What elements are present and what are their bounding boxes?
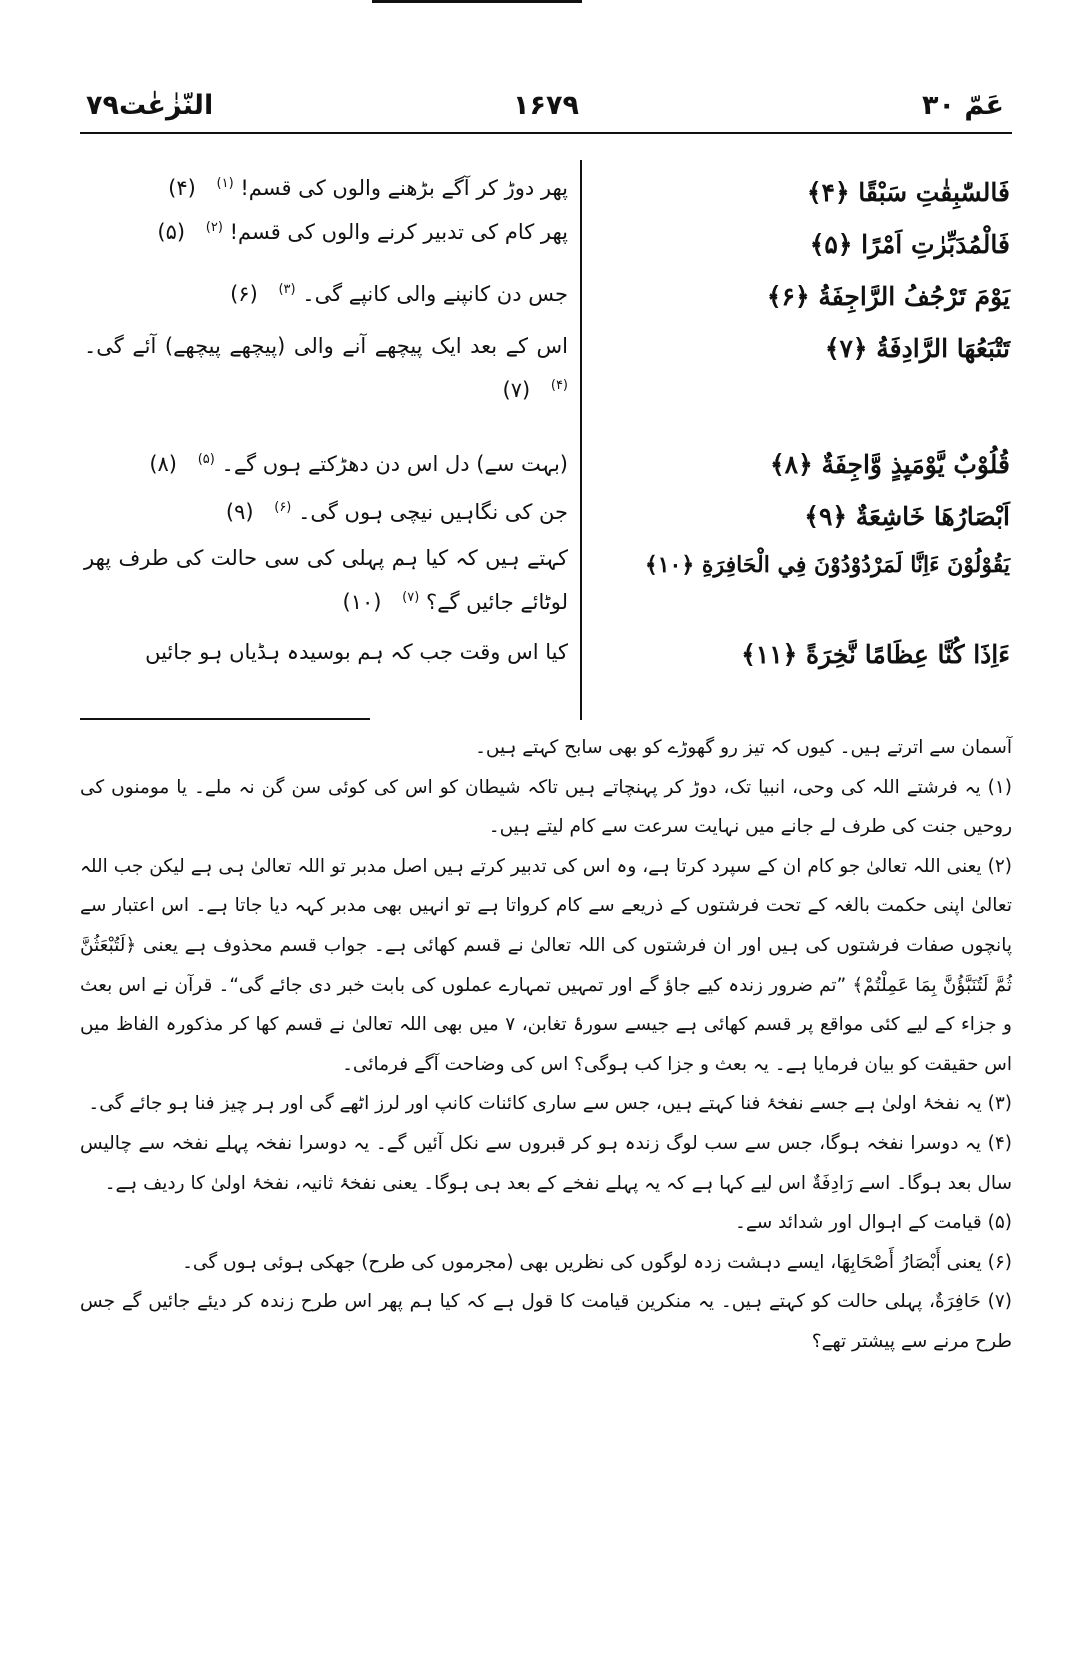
page-number: ۱۶۷۹ bbox=[513, 90, 579, 121]
footnote-ref: (۶) bbox=[274, 500, 292, 515]
translation-text: (بہت سے) دل اس دن دھڑکتے ہوں گے۔ bbox=[221, 452, 568, 476]
footnotes bbox=[80, 728, 1012, 1608]
urdu-column bbox=[80, 160, 568, 720]
arabic-verse: فَالْمُدَبِّرٰتِ اَمْرًا ﴿۵﴾ bbox=[809, 230, 1010, 259]
footnote-rule bbox=[80, 718, 370, 720]
translation-text: کہتے ہیں کہ کیا ہم پہلی کی سی حالت کی طرف پھر لوٹائے جائیں گے؟ bbox=[84, 546, 568, 614]
header-rule bbox=[80, 132, 1012, 134]
translation-text: کیا اس وقت جب کہ ہم بوسیدہ ہڈیاں ہو جائیں bbox=[145, 640, 568, 664]
arabic-verse: اَبْصَارُهَا خَاشِعَةٌ ﴿۹﴾ bbox=[804, 502, 1010, 531]
verse-number: (۹) bbox=[225, 500, 254, 524]
arabic-verse: يَقُوْلُوْنَ ءَاِنَّا لَمَرْدُوْدُوْنَ فِي الْحَافِرَةِ ﴿۱۰﴾ bbox=[644, 552, 1010, 578]
footnote-ref: (۳) bbox=[278, 282, 296, 297]
surah-label: النّزٰعٰت۷۹ bbox=[86, 90, 214, 121]
footnote: (۳) یہ نفخۂ اولیٰ ہے جسے نفخۂ فنا کہتے ہیں، جس سے ساری کائنات کانپ اور لرز اٹھے گی اور ہر چیز فنا ہو جائے گی۔ bbox=[88, 1093, 1012, 1115]
translation-text: پھر دوڑ کر آگے بڑھنے والوں کی قسم! bbox=[240, 176, 568, 200]
top-edge-rule bbox=[372, 0, 582, 3]
translation-text: اس کے بعد ایک پیچھے آنے والی (پیچھے پیچھے) آئے گی۔ bbox=[84, 334, 568, 358]
footnote: (۲) یعنی اللہ تعالیٰ جو کام ان کے سپرد کرتا ہے، وہ اس کی تدبیر کرتے ہیں اصل مدبر تو اللہ تعالیٰ ہی ہے لیکن جب اللہ تعالیٰ اپنی حکمت بالغہ کے تحت فرشتوں کے ذریعے سے کام کرواتا ہے تو انہیں بھی مدبر کہہ دیا جاتا ہے۔ اس اعتبار سے پانچوں صفات فرشتوں کی ہیں اور ان فرشتوں کی اللہ تعالیٰ نے قسم کھائی ہے۔ جواب قسم محذوف ہے یعنی ﴿لَتُبْعَثُنَّ ثُمَّ لَتُنَبَّؤُنَّ بِمَا عَمِلْتُمْ﴾ ”تم ضرور زندہ کیے جاؤ گے اور تمہیں تمہارے عملوں کی بابت خبر دی جائے گی“۔ قرآن نے اس بعث و جزاء کے لیے کئی مواقع پر قسم کھائی ہے جیسے سورۂ تغابن، ۷ میں بھی اللہ تعالیٰ نے قسم کھا کر مذکورہ الفاظ میں اس حقیقت کو بیان فرمایا ہے۔ یہ بعث و جزا کب ہوگی؟ اس کی وضاحت آگے فرمائی۔ bbox=[80, 855, 1012, 1075]
page-header bbox=[80, 82, 1012, 130]
verse-number: (۱۰) bbox=[342, 590, 382, 614]
arabic-verse: يَوْمَ تَرْجُفُ الرَّاجِفَةُ ﴿۶﴾ bbox=[766, 282, 1010, 311]
footnote: (۷) حَافِرَةٌ، پہلی حالت کو کہتے ہیں۔ یہ منکرین قیامت کا قول ہے کہ کیا ہم پھر اس طرح زندہ کر دیئے جائیں گے جس طرح مرنے سے پیشتر تھے؟ bbox=[80, 1291, 1012, 1352]
translation-line bbox=[84, 270, 568, 314]
arabic-verse: تَتْبَعُهَا الرَّادِفَةُ ﴿۷﴾ bbox=[824, 334, 1010, 363]
verse-number: (۶) bbox=[230, 282, 258, 306]
translation-line bbox=[84, 440, 568, 484]
translation-line bbox=[84, 164, 568, 208]
verse-number: (۵) bbox=[157, 220, 186, 244]
juz-label: عَمّ ۳۰ bbox=[922, 90, 1004, 121]
footnote-ref: (۷) bbox=[402, 590, 420, 605]
footnote-ref: (۱) bbox=[216, 176, 234, 191]
translation-line bbox=[84, 538, 568, 622]
translation-text: پھر کام کی تدبیر کرنے والوں کی قسم! bbox=[229, 220, 568, 244]
footnote-ref: (۲) bbox=[205, 220, 223, 235]
arabic-verse: فَالسّٰبِقٰتِ سَبْقًا ﴿۴﴾ bbox=[806, 178, 1010, 207]
footnote-ref: (۵) bbox=[197, 452, 215, 467]
verse-number: (۴) bbox=[168, 176, 196, 200]
translation-line bbox=[84, 208, 568, 252]
footnote: (۴) یہ دوسرا نفخہ ہوگا، جس سے سب لوگ زندہ ہو کر قبروں سے نکل آئیں گے۔ یہ دوسرا نفخہ پہلے نفخہ سے چالیس سال بعد ہوگا۔ اسے رَادِفَةٌ اس لیے کہا ہے کہ یہ پہلے نفخے کے بعد ہی ہوگا۔ یعنی نفخۂ ثانیہ، نفخۂ اولیٰ کا ردیف ہے۔ bbox=[80, 1132, 1012, 1194]
footnote-ref: (۴) bbox=[550, 378, 568, 393]
column-divider bbox=[580, 160, 582, 720]
translation-line bbox=[84, 632, 568, 672]
arabic-verse: ءَاِذَا كُنَّا عِظَامًا نَّخِرَةً ﴿۱۱﴾ bbox=[741, 640, 1010, 669]
footnote: (۱) یہ فرشتے اللہ کی وحی، انبیا تک، دوڑ کر پہنچاتے ہیں تاکہ شیطان کو اس کی کوئی سن گن نہ ملے۔ یا مومنوں کی روحیں جنت کی طرف لے جانے میں نہایت سرعت سے کام لیتے ہیں۔ bbox=[80, 776, 1012, 838]
translation-text: جس دن کانپنے والی کانپے گی۔ bbox=[302, 282, 568, 306]
verse-number: (۷) bbox=[502, 378, 531, 402]
footnote: آسمان سے اترتے ہیں۔ کیوں کہ تیز رو گھوڑے کو بھی سابح کہتے ہیں۔ bbox=[475, 737, 1012, 758]
footnote: (۵) قیامت کے اہوال اور شدائد سے۔ bbox=[735, 1212, 1012, 1234]
translation-text: جن کی نگاہیں نیچی ہوں گی۔ bbox=[298, 500, 568, 524]
translation-line bbox=[84, 488, 568, 532]
translation-line bbox=[84, 326, 568, 410]
arabic-verse: قُلُوْبٌ يَّوْمَىِٕذٍ وَّاجِفَةٌ ﴿۸﴾ bbox=[770, 450, 1010, 479]
verse-section bbox=[80, 160, 1012, 720]
arabic-column bbox=[610, 160, 1010, 720]
footnote: (۶) یعنی أَبْصَارُ أَصْحَابِهَا، ایسے دہشت زدہ لوگوں کی نظریں بھی (مجرموں کی طرح) جھکی ہوئی ہوں گی۔ bbox=[182, 1251, 1012, 1273]
verse-number: (۸) bbox=[149, 452, 177, 476]
